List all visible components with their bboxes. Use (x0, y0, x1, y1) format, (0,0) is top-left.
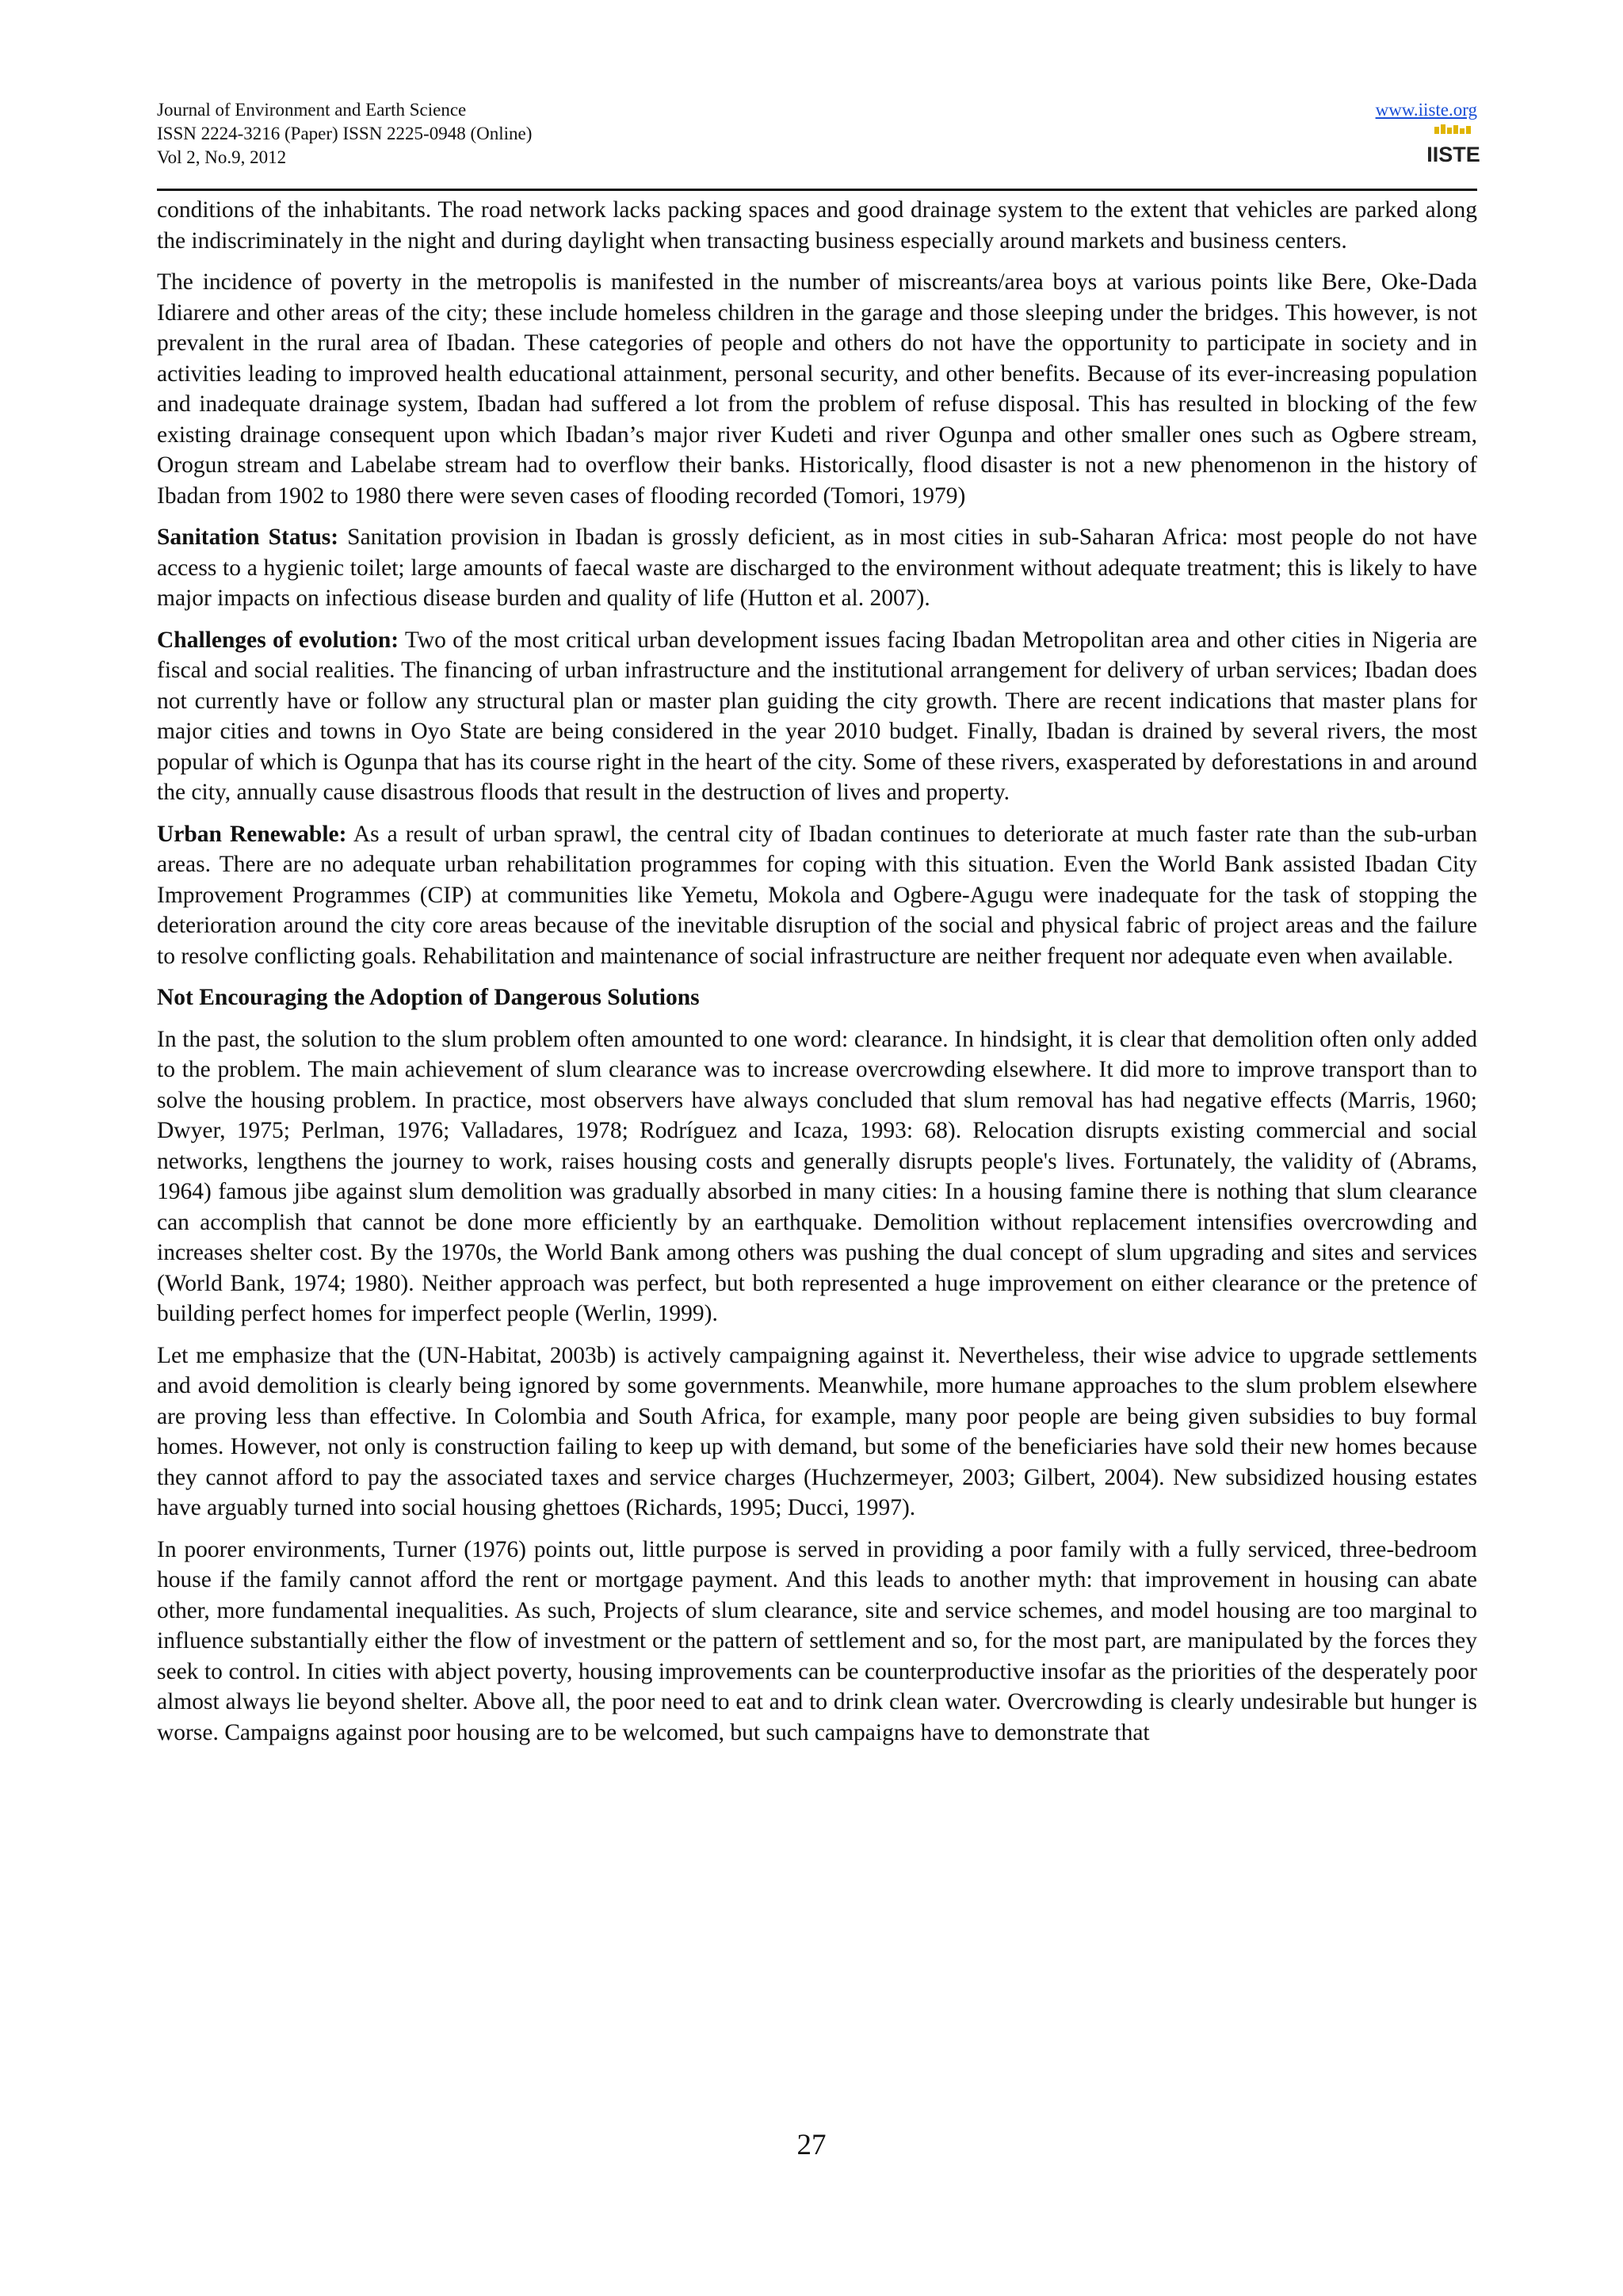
section-heading: Not Encouraging the Adoption of Dangerous Solutions (157, 985, 700, 1010)
running-header (157, 93, 1480, 181)
paragraph-clearance: In the past, the solution to the slum problem often amounted to one word: clearance. In hindsight, it is clear that demolition often only added to the problem. The main achievement of slum clearance was to increase overcrowding elsewhere. It did more to improve transport than to solve the housing problem. In practice, most observers have always concluded that slum removal has had negative effects (Marris, 1960; Dwyer, 1975; Perlman, 1976; Valladares, 1978; Rodríguez and Icaza, 1993: 68). Relocation disrupts existing commercial and social networks, lengthens the journey to work, raises housing costs and generally disrupts people's lives. Fortunately, the validity of (Abrams, 1964) famous jibe against slum demolition was gradually absorbed in many cities: In a housing famine there is nothing that slum clearance can accomplish that cannot be done more efficiently by an earthquake. Demolition without replacement intensifies overcrowding and increases shelter cost. By the 1970s, the World Bank among others was pushing the dual concept of slum upgrading and sites and services (World Bank, 1974; 1980). Neither approach was perfect, but both represented a huge improvement on either clearance or the pretence of building perfect homes for imperfect people (Werlin, 1999). (157, 1026, 1477, 1326)
sanitation-text: Sanitation provision in Ibadan is grossly deficient, as in most cities in sub-Saharan Africa: most people do not have access to a hygienic toilet; large amounts of faecal waste are discharged to the environment without adequate treatment; this is likely to have major impacts on infectious disease burden and quality of life (Hutton et al. 2007). (157, 524, 1477, 611)
journal-volume: Vol 2, No.9, 2012 (157, 147, 287, 167)
journal-issn: ISSN 2224-3216 (Paper) ISSN 2225-0948 (Online) (157, 124, 533, 143)
sanitation-lead: Sanitation Status: (157, 524, 339, 550)
journal-website-link[interactable]: www.iiste.org (1375, 100, 1477, 120)
page-number: 27 (796, 2129, 827, 2161)
urban-renewable-text: As a result of urban sprawl, the central city of Ibadan continues to deteriorate at much faster rate than the sub-urban areas. There are no adequate urban rehabilitation programmes for coping with this situation. Even the World Bank assisted Ibadan City Improvement Programmes (CIP) at communities like Yemetu, Mokola and Ogbere-Agugu were inadequate for the task of stopping the deterioration around the city core areas because of the inevitable disruption of the social and physical fabric of project areas and the failure to resolve conflicting goals. Rehabilitation and maintenance of social infrastructure are neither frequent nor adequate even when available. (157, 821, 1478, 969)
paragraph-challenges (157, 625, 1477, 808)
journal-info (157, 98, 532, 170)
iiste-logo-icon (1426, 124, 1480, 168)
article-body (157, 195, 1477, 1759)
header-rule (157, 189, 1477, 191)
paragraph-poorer-environments: In poorer environments, Turner (1976) points out, little purpose is served in providing a poor family with a fully serviced, three-bedroom house if the family cannot afford the rent or mortgage payment. And this leads to another myth: that improvement in housing can abate other, more fundamental inequalities. As such, Projects of slum clearance, site and service schemes, and model housing are too marginal to influence substantially either the flow of investment or the pattern of settlement and so, for the most part, are manipulated by the forces they seek to control. In cities with abject poverty, housing improvements can be counterproductive insofar as the priorities of the desperately poor almost always lie beyond shelter. Above all, the poor need to eat and to drink clean water. Overcrowding is clearly undesirable but hunger is worse. Campaigns against poor housing are to be welcomed, but such campaigns have to demonstrate that (157, 1536, 1477, 1745)
paragraph-poverty: The incidence of poverty in the metropolis is manifested in the number of miscreants/area boys at various points like Bere, Oke-Dada Idiarere and other areas of the city; these include homeless children in the garage and those sleeping under the bridges. This however, is not prevalent in the rural area of Ibadan. These categories of people and others do not have the opportunity to participate in society and in activities leading to improved health educational attainment, personal security, and other benefits. Because of its ever-increasing population and inadequate drainage system, Ibadan had suffered a lot from the problem of refuse disposal. This has resulted in blocking of the few existing drainage consequent upon which Ibadan’s major river Kudeti and river Ogunpa and other smaller ones such as Ogbere stream, Orogun stream and Labelabe stream had to overflow their banks. Historically, flood disaster is not a new phenomenon in the history of Ibadan from 1902 to 1980 there were seven cases of flooding recorded (Tomori, 1979) (157, 269, 1477, 509)
journal-branding (1376, 98, 1477, 122)
urban-renewable-lead: Urban Renewable: (157, 821, 347, 847)
paragraph-sanitation (157, 522, 1477, 614)
journal-title: Journal of Environment and Earth Science (157, 100, 467, 120)
paragraph-road-network: conditions of the inhabitants. The road network lacks packing spaces and good drainage system to the extent that vehicles are parked along the indiscriminately in the night and during daylight when transacting business especially around markets and business centers. (157, 197, 1477, 254)
challenges-text: Two of the most critical urban development issues facing Ibadan Metropolitan area and other cities in Nigeria are fiscal and social realities. The financing of urban infrastructure and the institutional arrangement for delivery of urban services; Ibadan does not currently have or follow any structural plan or master plan guiding the city growth. There are recent indications that master plans for major cities and towns in Oyo State are being considered in the year 2010 budget. Finally, Ibadan is drained by several rivers, the most popular of which is Ogunpa that has its course right in the heart of the city. Some of these rivers, exasperated by deforestations in and around the city, annually cause disastrous floods that result in the destruction of lives and property. (157, 627, 1478, 805)
logo-lettering: IISTE (1426, 143, 1480, 166)
challenges-lead: Challenges of evolution: (157, 627, 399, 653)
paragraph-un-habitat: Let me emphasize that the (UN-Habitat, 2003b) is actively campaigning against it. Nevertheless, their wise advice to upgrade settlements and avoid demolition is clearly being ignored by some governments. Meanwhile, more humane approaches to the slum problem elsewhere are proving less than effective. In Colombia and South Africa, for example, many poor people are being given subsidies to buy formal homes. However, not only is construction failing to keep up with demand, but some of the beneficiaries have sold their new homes because they cannot afford to pay the associated taxes and service charges (Huchzermeyer, 2003; Gilbert, 2004). New subsidized housing estates have arguably turned into social housing ghettoes (Richards, 1995; Ducci, 1997). (157, 1342, 1477, 1520)
paragraph-urban-renewable (157, 819, 1477, 972)
